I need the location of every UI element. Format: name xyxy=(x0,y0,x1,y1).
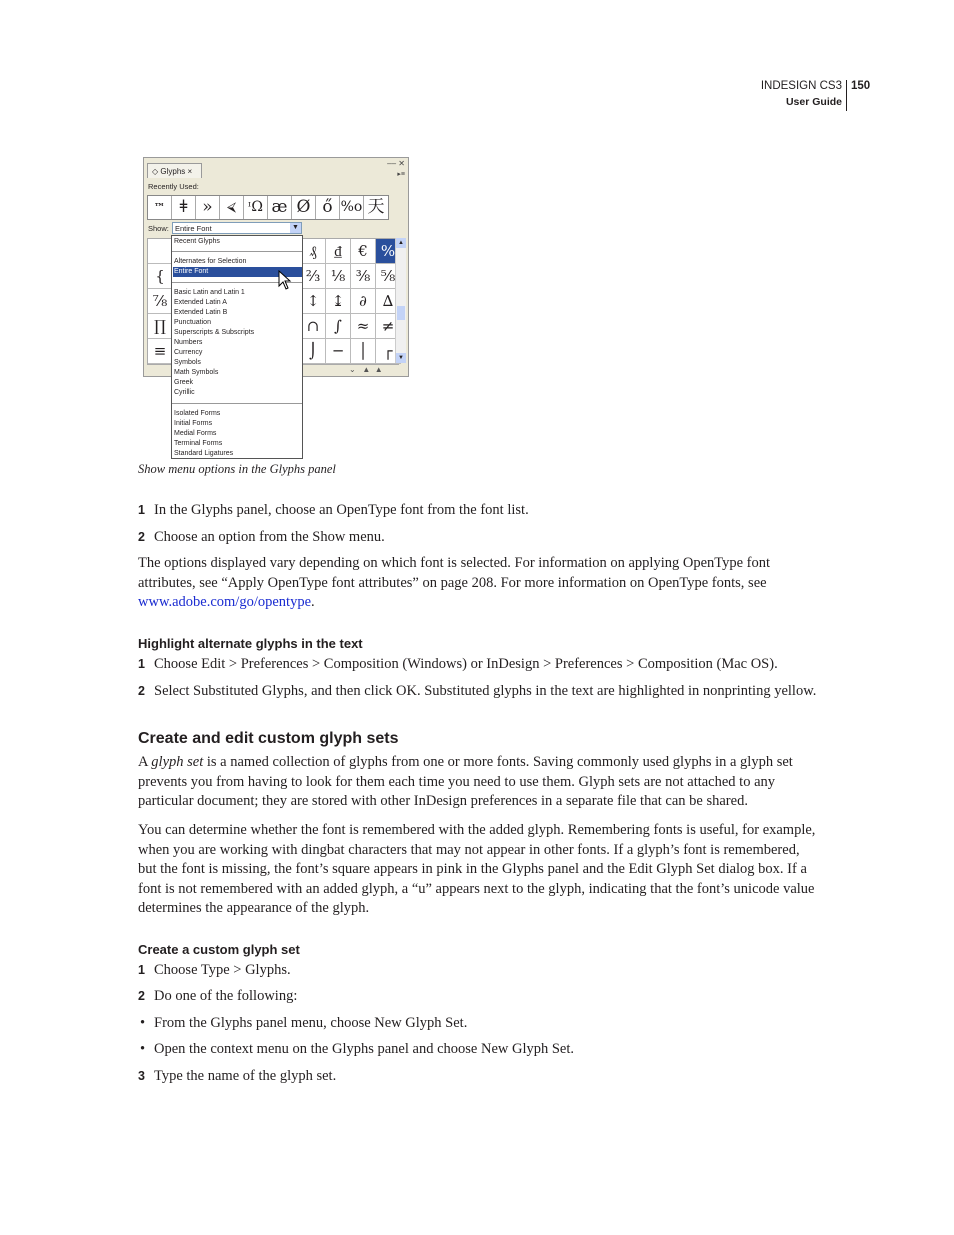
menu-item: Isolated Forms xyxy=(174,410,221,417)
chevron-down-icon: ⌄ xyxy=(349,365,356,374)
menu-item: Cyrillic xyxy=(174,389,195,396)
glyph-cell: ─ xyxy=(326,339,351,364)
menu-item: Math Symbols xyxy=(174,369,219,376)
term-glyph-set: glyph set xyxy=(151,754,204,770)
opentype-link[interactable]: www.adobe.com/go/opentype xyxy=(138,594,312,610)
recent-glyph: ő xyxy=(316,196,340,219)
glyph-cell: ⅜ xyxy=(351,264,376,289)
glyph-cell: ↕ xyxy=(301,289,326,314)
step-number: 2 xyxy=(138,684,145,698)
glyph-cell-selected: % xyxy=(376,239,401,264)
paragraph-end: . xyxy=(311,594,315,610)
menu-item-recent-glyphs: Recent Glyphs xyxy=(174,238,220,245)
recent-glyph: Ø xyxy=(292,196,316,219)
bullet-dot: • xyxy=(140,1015,146,1031)
step-text: Choose Type > Glyphs. xyxy=(154,962,291,978)
glyph-cell: ≠ xyxy=(376,314,401,339)
menu-item: Punctuation xyxy=(174,319,211,326)
scroll-down-icon: ▼ xyxy=(396,353,406,363)
close-icon: ✕ xyxy=(398,159,405,168)
heading-custom-glyph-sets: Create and edit custom glyph sets xyxy=(138,730,399,747)
scroll-up-icon: ▲ xyxy=(396,238,406,248)
recent-glyph: %o xyxy=(340,196,364,219)
panel-bottom-controls xyxy=(349,365,383,374)
glyph-cell xyxy=(148,239,173,264)
step-text: Choose Edit > Preferences > Composition (Windows) or InDesign > Preferences > Composition (Mac OS). xyxy=(154,656,778,672)
menu-item: Greek xyxy=(174,379,194,386)
recent-glyph: » xyxy=(196,196,220,219)
menu-item: Symbols xyxy=(174,359,201,366)
glyph-cell: ┌ xyxy=(376,339,401,364)
paragraph-glyph-set xyxy=(138,753,820,812)
step-number: 2 xyxy=(138,989,145,1003)
paragraph-text: A xyxy=(138,754,152,770)
recent-glyph: ǂ xyxy=(172,196,196,219)
glyph-grid-scrollbar xyxy=(395,238,406,363)
heading-highlight-alternates: Highlight alternate glyphs in the text xyxy=(138,636,363,651)
glyph-cell: │ xyxy=(351,339,376,364)
step-number: 1 xyxy=(138,657,145,671)
recent-glyph: ™ xyxy=(148,196,172,219)
minimize-icon: –– xyxy=(387,159,397,168)
paragraph-text: The options displayed vary depending on which font is selected. For information on applying OpenType font attributes, see “Apply OpenType font attributes” on page 208. For more information on OpenType fonts, see xyxy=(138,555,771,591)
glyph-cell: { xyxy=(148,264,173,289)
bullet-dot: • xyxy=(140,1041,146,1057)
bullet-text: Open the context menu on the Glyphs panel and choose New Glyph Set. xyxy=(154,1041,575,1057)
glyph-cell: ⌡ xyxy=(301,339,326,364)
menu-item: Extended Latin B xyxy=(174,309,228,316)
step-text: Select Substituted Glyphs, and then click OK. Substituted glyphs in the text are highlighted in nonprinting yellow. xyxy=(154,683,817,699)
zoom-in-icon: ▲ xyxy=(374,365,383,374)
recent-glyphs-row xyxy=(147,195,389,220)
step-text: Choose an option from the Show menu. xyxy=(154,529,385,545)
zoom-out-icon: ▲ xyxy=(362,365,371,374)
glyph-cell: ⅛ xyxy=(326,264,351,289)
glyph-cell: ≈ xyxy=(351,314,376,339)
panel-menu-icon: ▸≡ xyxy=(397,171,405,178)
menu-item: Extended Latin A xyxy=(174,299,227,306)
show-select xyxy=(172,222,302,234)
header-guide: User Guide xyxy=(785,96,842,108)
mouse-cursor-icon xyxy=(278,270,292,290)
header-divider xyxy=(846,80,847,111)
menu-item: Terminal Forms xyxy=(174,440,223,447)
menu-item-alternates: Alternates for Selection xyxy=(174,258,247,265)
menu-item: Standard Ligatures xyxy=(174,450,234,457)
figure-caption: Show menu options in the Glyphs panel xyxy=(138,462,336,476)
step-number: 1 xyxy=(138,503,145,517)
menu-item: Currency xyxy=(174,349,203,356)
paragraph-remember-fonts: You can determine whether the font is remembered with the added glyph. Remembering fonts is useful, for example, when you are working with dingbat characters that may not appear in other fonts. If a glyph’s font is remembered, but the font is missing, the font’s square appears in pink in the Glyphs panel and the Edit Glyph Set dialog box. If a font is not remembered with an added glyph, a “u” appears next to the glyph, indicating that the font’s unicode value determines the appearance of the glyph. xyxy=(138,822,816,916)
recent-glyph: ⮘ xyxy=(220,196,244,219)
recent-glyph: ᶦΩ xyxy=(244,196,268,219)
paragraph-text: is a named collection of glyphs from one or more fonts. Saving commonly used glyphs in a glyph set prevents you from having to look for them each time you need to use them. Glyph sets are not attached to any particular document; they are stored with other InDesign preferences in a separate file that can be shared. xyxy=(138,754,793,809)
glyph-cell: ↨ xyxy=(326,289,351,314)
menu-divider xyxy=(172,251,302,252)
paragraph-options xyxy=(138,554,820,613)
glyph-cell: ⅝ xyxy=(376,264,401,289)
heading-create-glyph-set: Create a custom glyph set xyxy=(138,942,300,957)
glyph-cell: € xyxy=(351,239,376,264)
glyph-cell: ⅔ xyxy=(301,264,326,289)
glyph-cell: ∂ xyxy=(351,289,376,314)
menu-item: Medial Forms xyxy=(174,430,217,437)
recent-glyph: æ xyxy=(268,196,292,219)
recent-glyph: 天 xyxy=(367,197,385,217)
glyphs-tab-label: Glyphs xyxy=(160,167,186,176)
step-number: 2 xyxy=(138,530,145,544)
glyph-cell: ₫ xyxy=(326,239,351,264)
show-menu-dropdown xyxy=(171,235,303,459)
show-label: Show: xyxy=(148,224,169,233)
glyph-cell: ∆ xyxy=(376,289,401,314)
running-header xyxy=(761,78,842,110)
step-number: 3 xyxy=(138,1069,145,1083)
glyphs-panel-tab: ◇ Glyphs × xyxy=(147,163,202,178)
menu-item-entire-font: Entire Font xyxy=(173,267,302,277)
show-select-value: Entire Font xyxy=(175,224,212,233)
step-text: Do one of the following: xyxy=(154,988,298,1004)
glyph-cell: ∏ xyxy=(148,314,173,339)
chevron-down-icon: ▼ xyxy=(290,223,301,233)
recently-used-label: Recently Used: xyxy=(148,182,199,191)
menu-item: Initial Forms xyxy=(174,420,213,427)
menu-item: Numbers xyxy=(174,339,203,346)
step-text: In the Glyphs panel, choose an OpenType font from the font list. xyxy=(154,502,529,518)
panel-window-buttons xyxy=(387,159,405,168)
glyph-cell: ⅞ xyxy=(148,289,173,314)
bullet-text: From the Glyphs panel menu, choose New Glyph Set. xyxy=(154,1015,468,1031)
glyph-cell: ∫ xyxy=(326,314,351,339)
scroll-thumb xyxy=(397,306,405,320)
menu-item: Superscripts & Subscripts xyxy=(174,329,255,336)
step-text: Type the name of the glyph set. xyxy=(154,1068,337,1084)
glyph-cell: ₰ xyxy=(301,239,326,264)
menu-divider xyxy=(172,403,302,404)
glyph-cell: ∩ xyxy=(301,314,326,339)
page-number: 150 xyxy=(851,80,871,92)
header-product: INDESIGN CS3 xyxy=(760,80,842,92)
menu-item: Basic Latin and Latin 1 xyxy=(174,289,245,296)
glyph-cell: ≡ xyxy=(148,339,173,364)
step-number: 1 xyxy=(138,963,145,977)
